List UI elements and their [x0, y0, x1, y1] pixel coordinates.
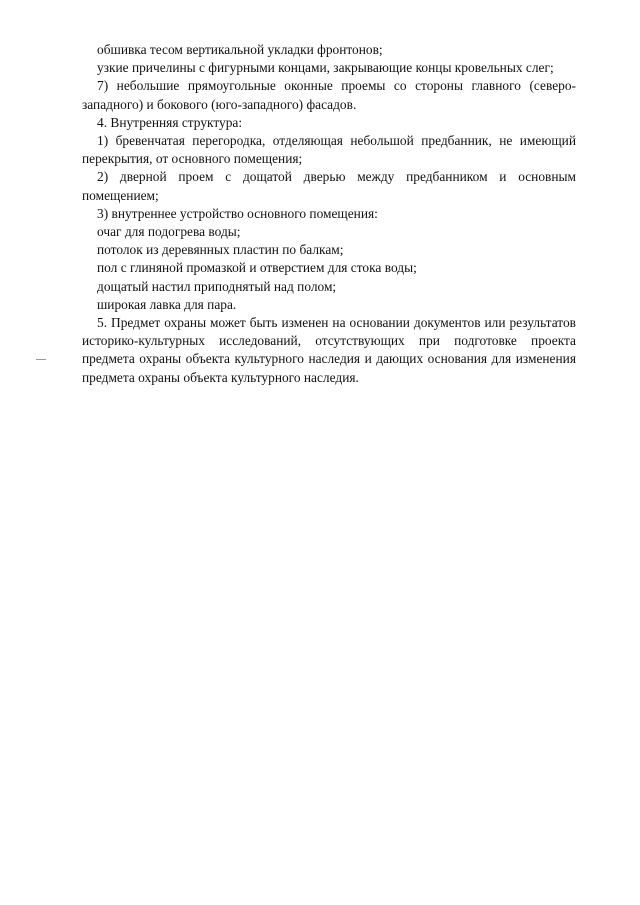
list-item-steam-bench: широкая лавка для пара.	[97, 296, 237, 312]
paragraph-log-partition: 1) бревенчатая перегородка, отделяющая небольшой предбанник, не имеющий перекрытия, от основного помещения;	[82, 133, 576, 167]
paragraph-bargeboards: узкие причелины с фигурными концами, закрывающие концы кровельных слег;	[97, 60, 554, 76]
paragraph-cladding: обшивка тесом вертикальной укладки фронтонов;	[97, 42, 383, 57]
list-item-ceiling: потолок из деревянных пластин по балкам;	[97, 242, 344, 258]
paragraph-door-opening: 2) дверной проем с дощатой дверью между предбанником и основным помещением;	[82, 169, 576, 203]
margin-mark	[36, 359, 46, 360]
list-item-floor: пол с глиняной промазкой и отверстием для стока воды;	[97, 260, 417, 276]
section-heading-internal-structure: 4. Внутренняя структура:	[97, 114, 243, 130]
paragraph-window-openings: 7) небольшие прямоугольные оконные проемы со стороны главного (северо-западного) и бокового (юго-западного) фасадов.	[82, 78, 576, 112]
list-item-hearth: очаг для подогрева воды;	[97, 224, 241, 240]
paragraph-subject-change: 5. Предмет охраны может быть изменен на основании документов или результатов историко-культурных исследований, отсутствующих при подготовке проекта предмета охраны объекта культурного наследия и дающих основания для изменения предмета охраны объекта культурного наследия.	[82, 315, 576, 385]
document-page	[82, 41, 576, 387]
paragraph-interior-layout: 3) внутреннее устройство основного помещения:	[97, 205, 378, 221]
list-item-plank-deck: дощатый настил приподнятый над полом;	[97, 278, 337, 294]
